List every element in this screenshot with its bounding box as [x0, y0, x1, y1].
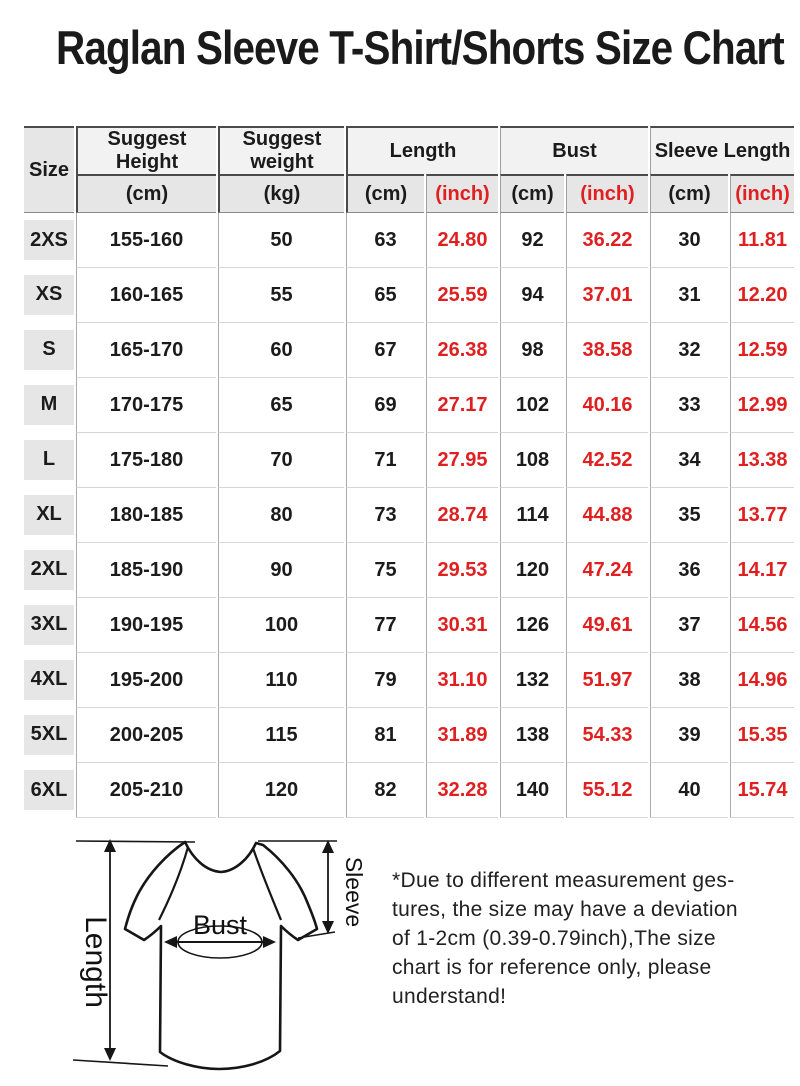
value-cell: 73	[346, 487, 424, 542]
value-cell: 55	[218, 267, 344, 322]
value-cell: 63	[346, 213, 424, 267]
size-label: L	[24, 440, 74, 480]
size-cell	[24, 487, 74, 542]
value-cell: 42.52	[566, 432, 648, 487]
value-cell: 34	[650, 432, 728, 487]
size-chart-table	[22, 126, 796, 818]
value-cell: 27.17	[426, 377, 498, 432]
note-line: *Due to different measurement ges-	[392, 869, 735, 892]
table-row	[24, 542, 794, 597]
note-line: tures, the size may have a deviation	[392, 898, 738, 921]
size-cell	[24, 762, 74, 818]
tshirt-diagram	[40, 832, 380, 1084]
table-row	[24, 267, 794, 322]
unit-bust-cm: (cm)	[500, 174, 564, 213]
size-cell	[24, 213, 74, 267]
col-header-size: Size	[24, 126, 74, 213]
table-row	[24, 377, 794, 432]
value-cell: 77	[346, 597, 424, 652]
value-cell: 60	[218, 322, 344, 377]
value-cell: 82	[346, 762, 424, 818]
value-cell: 140	[500, 762, 564, 818]
size-label: 5XL	[24, 715, 74, 755]
unit-sleeve-cm: (cm)	[650, 174, 728, 213]
note-line: chart is for reference only, please	[392, 956, 712, 979]
col-header-suggest-height: Suggest Height	[76, 126, 216, 174]
size-cell	[24, 432, 74, 487]
value-cell: 12.59	[730, 322, 794, 377]
value-cell: 14.96	[730, 652, 794, 707]
value-cell: 92	[500, 213, 564, 267]
value-cell: 14.56	[730, 597, 794, 652]
value-cell: 49.61	[566, 597, 648, 652]
value-cell: 190-195	[76, 597, 216, 652]
length-arrowhead-bottom	[104, 1048, 116, 1061]
value-cell: 31.10	[426, 652, 498, 707]
value-cell: 120	[500, 542, 564, 597]
value-cell: 102	[500, 377, 564, 432]
value-cell: 115	[218, 707, 344, 762]
length-label: Length	[79, 916, 112, 1008]
value-cell: 24.80	[426, 213, 498, 267]
size-cell	[24, 377, 74, 432]
value-cell: 132	[500, 652, 564, 707]
size-label: 4XL	[24, 660, 74, 700]
value-cell: 35	[650, 487, 728, 542]
value-cell: 14.17	[730, 542, 794, 597]
table-row	[24, 432, 794, 487]
value-cell: 160-165	[76, 267, 216, 322]
col-header-length: Length	[346, 126, 498, 174]
value-cell: 26.38	[426, 322, 498, 377]
value-cell: 47.24	[566, 542, 648, 597]
value-cell: 37	[650, 597, 728, 652]
table-row	[24, 597, 794, 652]
value-cell: 155-160	[76, 213, 216, 267]
value-cell: 80	[218, 487, 344, 542]
unit-height-cm: (cm)	[76, 174, 216, 213]
value-cell: 205-210	[76, 762, 216, 818]
unit-length-inch: (inch)	[426, 174, 498, 213]
value-cell: 175-180	[76, 432, 216, 487]
length-ext-bottom	[73, 1060, 168, 1066]
value-cell: 15.35	[730, 707, 794, 762]
value-cell: 170-175	[76, 377, 216, 432]
value-cell: 200-205	[76, 707, 216, 762]
value-cell: 30	[650, 213, 728, 267]
value-cell: 165-170	[76, 322, 216, 377]
value-cell: 108	[500, 432, 564, 487]
value-cell: 38.58	[566, 322, 648, 377]
value-cell: 12.99	[730, 377, 794, 432]
value-cell: 40	[650, 762, 728, 818]
value-cell: 94	[500, 267, 564, 322]
measurement-note	[392, 866, 792, 1011]
length-ext-top	[76, 841, 195, 842]
table-row	[24, 487, 794, 542]
size-label: XS	[24, 275, 74, 315]
value-cell: 28.74	[426, 487, 498, 542]
value-cell: 38	[650, 652, 728, 707]
size-label: 6XL	[24, 770, 74, 810]
size-cell	[24, 707, 74, 762]
unit-bust-inch: (inch)	[566, 174, 648, 213]
size-chart-body	[24, 213, 794, 818]
size-cell	[24, 542, 74, 597]
value-cell: 40.16	[566, 377, 648, 432]
value-cell: 25.59	[426, 267, 498, 322]
value-cell: 120	[218, 762, 344, 818]
table-row	[24, 707, 794, 762]
tshirt-outline	[125, 842, 317, 1069]
value-cell: 12.20	[730, 267, 794, 322]
raglan-seam-left	[159, 847, 188, 920]
unit-length-cm: (cm)	[346, 174, 424, 213]
size-label: 3XL	[24, 605, 74, 645]
table-row	[24, 762, 794, 818]
value-cell: 29.53	[426, 542, 498, 597]
note-line: understand!	[392, 985, 507, 1008]
size-label: 2XS	[24, 220, 74, 260]
note-line: of 1-2cm (0.39-0.79inch),The size	[392, 927, 716, 950]
value-cell: 51.97	[566, 652, 648, 707]
size-label: 2XL	[24, 550, 74, 590]
value-cell: 36	[650, 542, 728, 597]
value-cell: 180-185	[76, 487, 216, 542]
value-cell: 15.74	[730, 762, 794, 818]
value-cell: 11.81	[730, 213, 794, 267]
col-header-sleeve-length: Sleeve Length	[650, 126, 794, 174]
value-cell: 126	[500, 597, 564, 652]
value-cell: 54.33	[566, 707, 648, 762]
value-cell: 32	[650, 322, 728, 377]
unit-sleeve-inch: (inch)	[730, 174, 794, 213]
table-row	[24, 322, 794, 377]
page-title: Raglan Sleeve T-Shirt/Shorts Size Chart	[56, 21, 784, 74]
bust-arrowhead-right	[263, 936, 276, 948]
value-cell: 13.77	[730, 487, 794, 542]
value-cell: 75	[346, 542, 424, 597]
value-cell: 69	[346, 377, 424, 432]
size-cell	[24, 322, 74, 377]
sleeve-ext-bottom	[298, 932, 335, 938]
value-cell: 185-190	[76, 542, 216, 597]
value-cell: 98	[500, 322, 564, 377]
size-cell	[24, 267, 74, 322]
sleeve-label: Sleeve	[341, 856, 367, 928]
value-cell: 27.95	[426, 432, 498, 487]
value-cell: 114	[500, 487, 564, 542]
value-cell: 138	[500, 707, 564, 762]
value-cell: 50	[218, 213, 344, 267]
value-cell: 36.22	[566, 213, 648, 267]
value-cell: 100	[218, 597, 344, 652]
value-cell: 44.88	[566, 487, 648, 542]
table-row	[24, 652, 794, 707]
value-cell: 13.38	[730, 432, 794, 487]
value-cell: 31	[650, 267, 728, 322]
size-cell	[24, 652, 74, 707]
value-cell: 195-200	[76, 652, 216, 707]
value-cell: 81	[346, 707, 424, 762]
value-cell: 65	[218, 377, 344, 432]
col-header-bust: Bust	[500, 126, 648, 174]
table-row	[24, 213, 794, 267]
value-cell: 65	[346, 267, 424, 322]
size-label: S	[24, 330, 74, 370]
value-cell: 55.12	[566, 762, 648, 818]
size-label: XL	[24, 495, 74, 535]
value-cell: 37.01	[566, 267, 648, 322]
value-cell: 33	[650, 377, 728, 432]
col-header-suggest-weight: Suggest weight	[218, 126, 344, 174]
bust-label: Bust	[192, 910, 248, 940]
value-cell: 79	[346, 652, 424, 707]
value-cell: 110	[218, 652, 344, 707]
size-label: M	[24, 385, 74, 425]
value-cell: 31.89	[426, 707, 498, 762]
unit-weight-kg: (kg)	[218, 174, 344, 213]
sleeve-arrowhead-top	[322, 840, 334, 853]
value-cell: 32.28	[426, 762, 498, 818]
value-cell: 67	[346, 322, 424, 377]
value-cell: 39	[650, 707, 728, 762]
value-cell: 30.31	[426, 597, 498, 652]
value-cell: 70	[218, 432, 344, 487]
value-cell: 71	[346, 432, 424, 487]
value-cell: 90	[218, 542, 344, 597]
size-cell	[24, 597, 74, 652]
bust-arrowhead-left	[164, 936, 177, 948]
